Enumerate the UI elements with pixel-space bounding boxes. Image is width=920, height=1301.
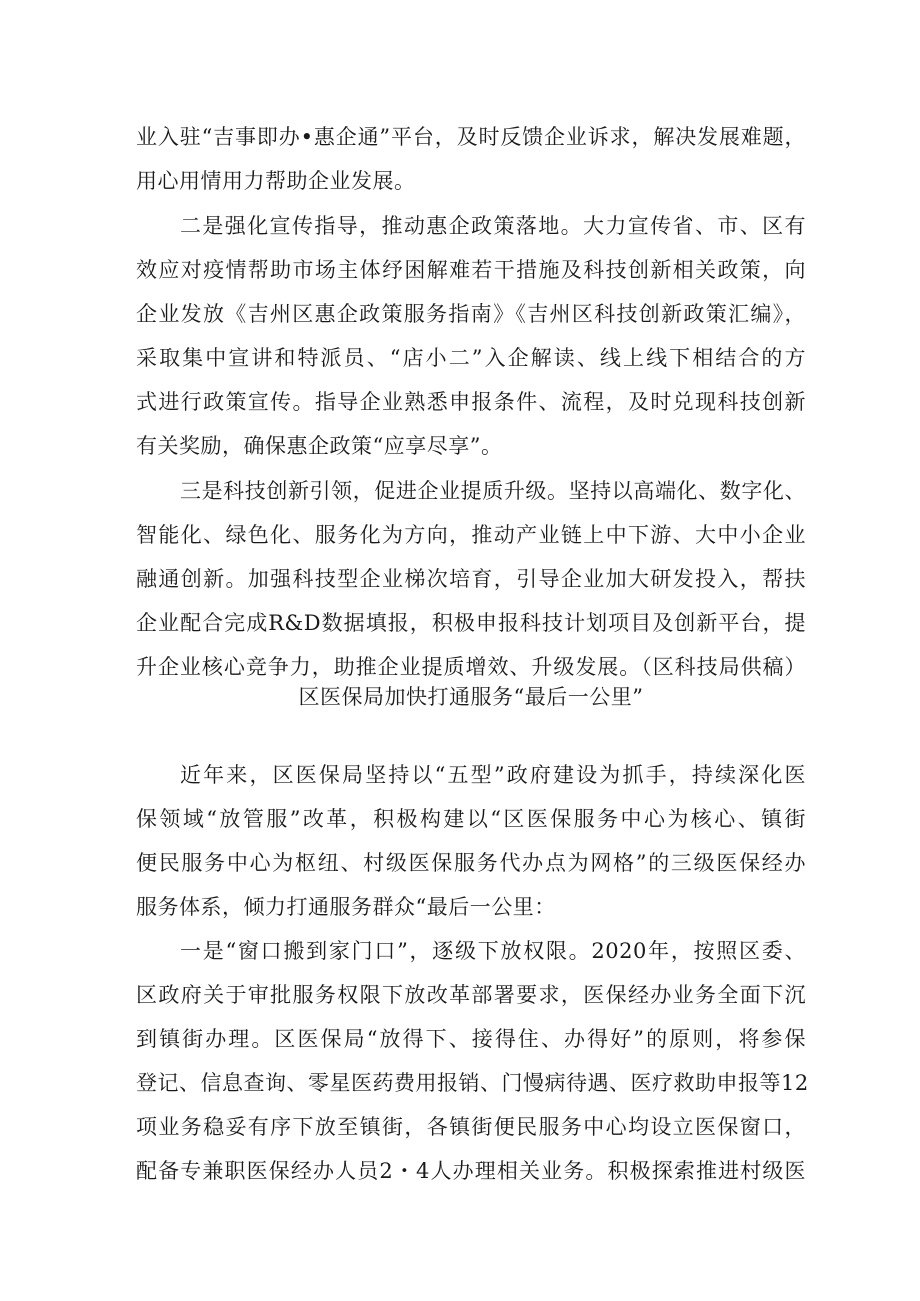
text-line: 二是强化宣传指导，推动惠企政策落地。大力宣传省、市、区有	[180, 214, 806, 238]
text-line: 企业发放《吉州区惠企政策服务指南》《吉州区科技创新政策汇编》，	[136, 302, 806, 326]
text-line: 三是科技创新引领，促进企业提质升级。坚持以高端化、数字化、	[180, 479, 806, 503]
text-line: 采取集中宣讲和特派员、“店小二”入企解读、线上线下相结合的方	[136, 346, 806, 370]
text-line: 近年来，区医保局坚持以“五型”政府建设为抓手，持续深化医	[180, 763, 806, 787]
text-line: 项业务稳妥有序下放至镇街，各镇街便民服务中心均设立医保窗口，	[136, 1115, 806, 1139]
text-line: 保领域“放管服”改革，积极构建以“区医保服务中心为核心、镇街	[136, 807, 806, 831]
text-line: 融通创新。加强科技型企业梯次培育，引导企业加大研发投入，帮扶	[136, 567, 806, 591]
text-line: 登记、信息查询、零星医药费用报销、门慢病待遇、医疗救助申报等12	[136, 1071, 809, 1095]
text-line: 企业配合完成R&D数据填报，积极申报科技计划项目及创新平台，提	[136, 611, 806, 635]
text-line: 到镇街办理。区医保局“放得下、接得住、办得好”的原则，将参保	[136, 1027, 806, 1051]
text-line: 有关奖励，确保惠企政策“应享尽享”。	[136, 434, 503, 458]
text-line: 配备专兼职医保经办人员2・4人办理相关业务。积极探索推进村级医	[136, 1159, 806, 1183]
section-title: 区医保局加快打通服务“最后一公里”	[298, 685, 644, 709]
text-line: 效应对疫情帮助市场主体纾困解难若干措施及科技创新相关政策，向	[136, 258, 806, 282]
text-line: 一是“窗口搬到家门口”，逐级下放权限。2020年，按照区委、	[180, 939, 806, 963]
text-line: 服务体系，倾力打通服务群众“最后一公里：	[136, 895, 556, 919]
text-line: 业入驻“吉事即办•惠企通”平台，及时反馈企业诉求，解决发展难题，	[136, 125, 806, 149]
text-line: 智能化、绿色化、服务化为方向，推动产业链上中下游、大中小企业	[136, 523, 806, 547]
text-line: 用心用情用力帮助企业发展。	[136, 169, 416, 193]
text-line: 区政府关于审批服务权限下放改革部署要求，医保经办业务全面下沉	[136, 983, 806, 1007]
text-line: 升企业核心竞争力，助推企业提质增效、升级发展。（区科技局供稿）	[136, 655, 806, 679]
text-line: 式进行政策宣传。指导企业熟悉申报条件、流程，及时兑现科技创新	[136, 390, 806, 414]
text-line: 便民服务中心为枢纽、村级医保服务代办点为网格”的三级医保经办	[136, 851, 806, 875]
